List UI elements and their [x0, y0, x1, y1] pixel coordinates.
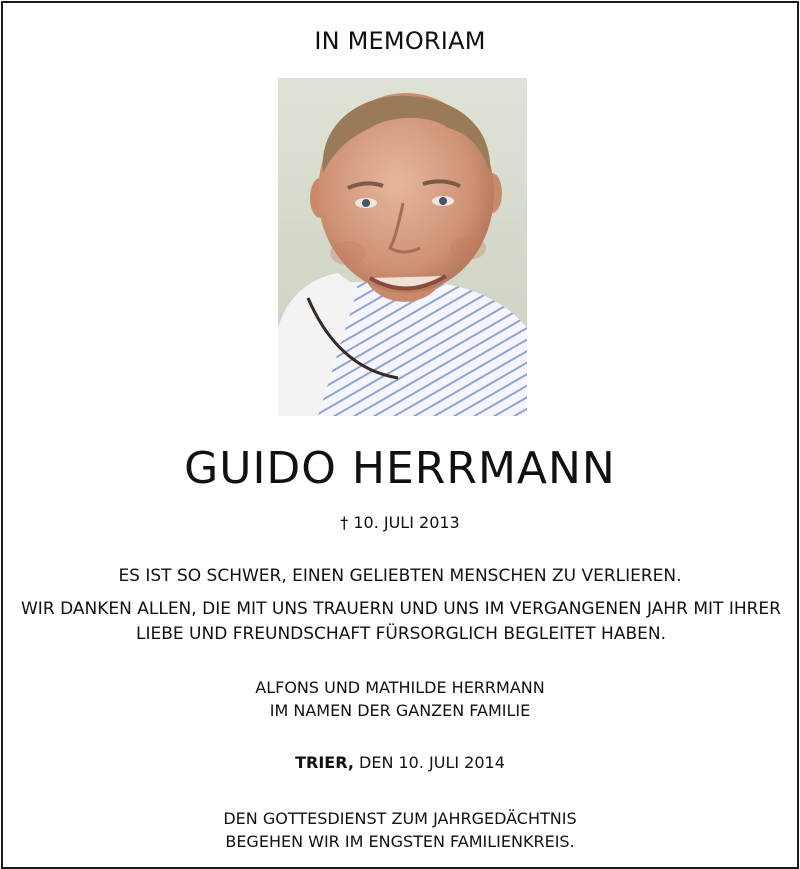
memorial-service: [3, 807, 797, 853]
notice-heading: IN MEMORIAM: [314, 27, 486, 55]
place-date: [3, 753, 797, 772]
portrait-photo: [278, 78, 527, 416]
family-behalf: IM NAMEN DER GANZEN FAMILIE: [269, 701, 531, 720]
service-line-2: BEGEHEN WIR IM ENGSTEN FAMILIENKREIS.: [225, 832, 575, 851]
service-line-1: DEN GOTTESDIENST ZUM JAHRGEDÄCHTNIS: [223, 809, 577, 828]
memorial-notice: [1, 1, 799, 869]
family-signature: [3, 676, 797, 722]
memorial-quote: ES IST SO SCHWER, EINEN GELIEBTEN MENSCHEN ZU VERLIEREN.: [118, 566, 682, 586]
thanks-text: WIR DANKEN ALLEN, DIE MIT UNS TRAUERN UND UNS IM VERGANGENEN JAHR MIT IHRER LIEBE UND FREUNDSCHAFT FÜRSORGLICH BEGLEITET HABEN.: [21, 599, 781, 644]
place: TRIER,: [295, 753, 354, 772]
date-text: DEN 10. JULI 2014: [353, 753, 505, 772]
death-date: † 10. JULI 2013: [340, 513, 460, 532]
deceased-name: GUIDO HERRMANN: [184, 443, 616, 494]
family-names: ALFONS UND MATHILDE HERRMANN: [255, 678, 545, 697]
